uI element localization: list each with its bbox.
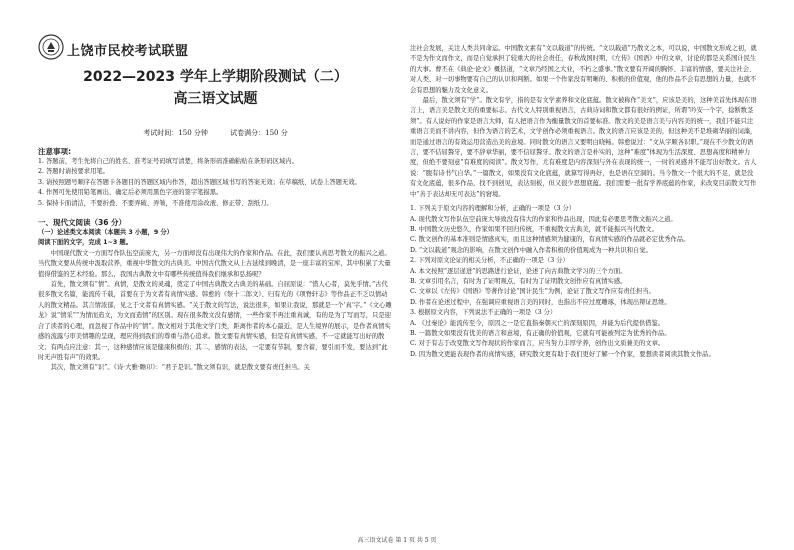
page-footer: 高三语文试卷 第 1 页 共 5 页: [357, 537, 437, 544]
exam-subject: 高三语文试题: [173, 91, 258, 107]
passage-paragraph: 最后，散文须有“学”。散文有学，指的是有文学素养和文化底蕴。散文被称作“美文”，应该是美的，这种美首先体现在语言上，语言美是散文美的重要标志。古代文人特别重视语言，古典诗词和散文都有很好的例证，所谓“吟安一个字，捻断数茎须”。有人说好的作家是语言大师，有人把语言作为衡量散文的首要标准。散文的美是语言美与内容美的统一，我们不能只注重语言美而不讲内容，但作为语言的艺术，文学创作必须重视语言。散文的语言应该是美的，但这种美不是堆砌华丽的词藻，而是通过语言的有效运用营造出美的意境。同时散文的语言又要明白晓畅。韩愈说过：“文从字顺各识职。”现在不少散文的语言，要不佶屈聱牙，要不辞章华丽，要不信屈聱牙。散文的语言是朴实的，这种“难度”体现为生活深度、思想高度和精神力度，但绝不要刻意“有难度的阅读”。散文写作，尤有难度是内容深刻与外在表现的统一，一时的灵感并不能写出好散文。古人说：“腹有诗书气自华。”一篇散文，如果没有文化底蕴，就算写得再好，也是语在空洞的。当今散文一个很大的不足，就是没有文化底蕴，很多作品，找不到创见，表达刻板，但又很少思想底蕴。我们需要一批有学养底蕴的作家，来改变目前散文写作中“善于表达却无可表达”的窘境。: [410, 97, 757, 198]
question-option: D. “文以载道”观念的影响，在散文创作中融入作者积极的价值观成为一种共识和自觉。: [410, 246, 652, 254]
right-column: [410, 44, 758, 360]
exam-title: 2022—2023 学年上学期阶段测试（二）: [83, 69, 348, 85]
exam-score: 试卷满分：150 分: [230, 129, 288, 137]
note-item: 5. 保持卡面清洁，不要折叠、不要弄破、弄皱，不准使用涂改液、修正带、刮纸刀。: [38, 199, 273, 207]
question-option: B. 中国散文历史悠久，作家如果不回归传统，不重视散文古典美，就不能振兴当代散文。: [410, 225, 658, 233]
question-option: B. 一篇散文如果没有优美的语言和意境，有正确的价值观，它就有可能被列定为优秀的作品。: [410, 329, 671, 337]
passage-paragraph: 首先，散文须有“情”。真情，是散文的灵魂，奠定了中国古典散文古典美的基础。自屈原说：“惜人心者，莫先乎情。”古代很多散文名篇，能流传千载，首要在于为文者有真情实感。韩愈的《祭十二郎文》、归有光的《项脊轩志》等作品正不乏以情动人的散文精品。其言情浓郁，见之于文者有真情实感。“关于散文的写法，说法很多，如果让我说，那就是一个‘真’字。”《文心雕龙》说“情采”“为情而造文，为文而造情”的区别。现在很多散文没有感情，一些作家不再注重真诚，有的是为了写而写，只是迎合了读者的心理，而忽视了作品中的“情”。散文相对于其他文学门类，距离作者的本心最近，是人生境界的展示，是作者真情实感的流露与审美情趣的呈现，理应得到我们的尊重与潜心追求。散文要有真情实感，但是有真情实感，不一定就能写出好的散文；有两点应注意：其一，这种感情应该是健康积极的；其二，感情的表达，一定要有节制，要含蓄，要引而不发，要达到“此时无声胜有声”的效果。: [38, 281, 392, 361]
section-heading: 一、现代文阅读（36 分）: [38, 218, 127, 228]
question-option: C. 文章以《左传》《国语》等著作讨论“国计民生”为例，论证了散文写作应有责任担当。: [410, 288, 655, 296]
question-option: A. 现代散文写作队伍空前庞大导致没有伟大的作家和作品出现，因此有必要思考散文振兴之道。: [410, 215, 677, 223]
notes-heading: 注意事项:: [38, 147, 71, 156]
question-option: C. 对于有志于改变散文写作现状的作家而言，应当努力丰厚学养，创作出文质兼美的文章。: [410, 340, 665, 348]
school-seal-icon: [38, 34, 64, 60]
note-item: 4. 作图可先使用铅笔画出，确定后必须用黑色字迹的签字笔描黑。: [38, 189, 223, 197]
subsection-heading: （一）论述类文本阅读（本题共 3 小题，9 分）: [38, 229, 173, 237]
question-option: D. 因为散文更能表现作者的真情实感，研究散文更有助于我们更好了解一个作家，要想读者阅读其散文作品。: [410, 350, 715, 358]
question-option: C. 散文创作的基本准则是情感真实，而且这种情感须为健康的，有真情实感的作品就必定优秀作品。: [410, 236, 690, 244]
left-column: [38, 34, 393, 374]
note-item: 1. 答题前，考生先将自己的姓名、准考证号码填写清楚，将条形码准确粘贴在条形码区域内。: [38, 158, 298, 165]
passage-paragraph: 其次，散文须有“识”。《诗·大雅·瞻卬》：“君子是识。”散文须有识，就是散文要有责任担当。关: [50, 364, 310, 372]
question-stem: 3. 根据原文内容，下列说法不正确的一项是（3 分）: [410, 309, 557, 317]
question-option: D. 作者在论述过程中，在强调应重视语言美的同时，也指出不应过度雕琢，体现出辩证思维。: [410, 298, 671, 306]
exam-time: 考试时间：150 分钟: [143, 129, 208, 137]
exam-header: [38, 34, 393, 124]
question-option: B. 文章引用名言，有时为了证明观点，有时为了证明散文创作应有真情实感。: [410, 277, 627, 285]
note-item: 2. 答题时请按要求用笔。: [38, 168, 109, 176]
question-option: A. 《过秦论》能流传至今，原因之一是它直指秦朝灭亡的深刻原因，并能为后代提供借鉴。: [410, 319, 665, 327]
school-name: 上饶市民校考试联盟: [67, 44, 189, 59]
reading-instruction: 阅读下面的文字，完成 1~3 题。: [38, 239, 132, 247]
question-stem: 2. 下列对原文论证的相关分析，不正确的一项是（3 分）: [410, 257, 569, 265]
question-stem: 1. 下列关于原文内容的理解和分析，正确的一项是（3 分）: [410, 205, 576, 213]
question-option: A. 本文按照“逐层递进”的思路进行论证，论述了向古典散文学习的三个方面。: [410, 267, 627, 275]
passage-paragraph: 注社会发展，关注人类共同命运。中国散文素有“文以载道”的传统。“文以载道”乃散文之本，可以说，中国散文形成之初，就不是为作文而作文，而是自觉承担了较重大的社会责任，春秋战国时期，《左传》《国语》中的文章，讨论的都是关系国计民生的大事。曹丕在《典论·论文》概括道，“文章乃经国之大业，不朽之盛事。”散文要有开阔的胸怀、丰富的情感，要关注社会、对人类、对一切事物要有自己的认识和判断。如果一个作家没有明晰的、积极的价值观，他的作品不会有思想的力量，也就不会有思想的魅力及文化意义。: [410, 45, 757, 94]
exam-meta: [38, 128, 393, 138]
passage-paragraph: 中国现代散文一方面写作队伍空前庞大，另一方面却没有出现伟大的作家和作品。在此，我们要认真思考散文的振兴之道。当代散文要从传统中汲取营养，重视中华散文的古典美。中国古代散文从上古延续到晚清，是一座丰富的宝库，其中积累了大量值得借鉴的艺术经验。那么，我国古典散文中有哪些传统值得我们继承和弘扬呢？: [38, 249, 391, 278]
note-item: 3. 请按照题号顺序在答题卡各题目的答题区域内作答，超出答题区域书写的答案无效；在草稿纸、试卷上答题无效。: [38, 178, 361, 186]
